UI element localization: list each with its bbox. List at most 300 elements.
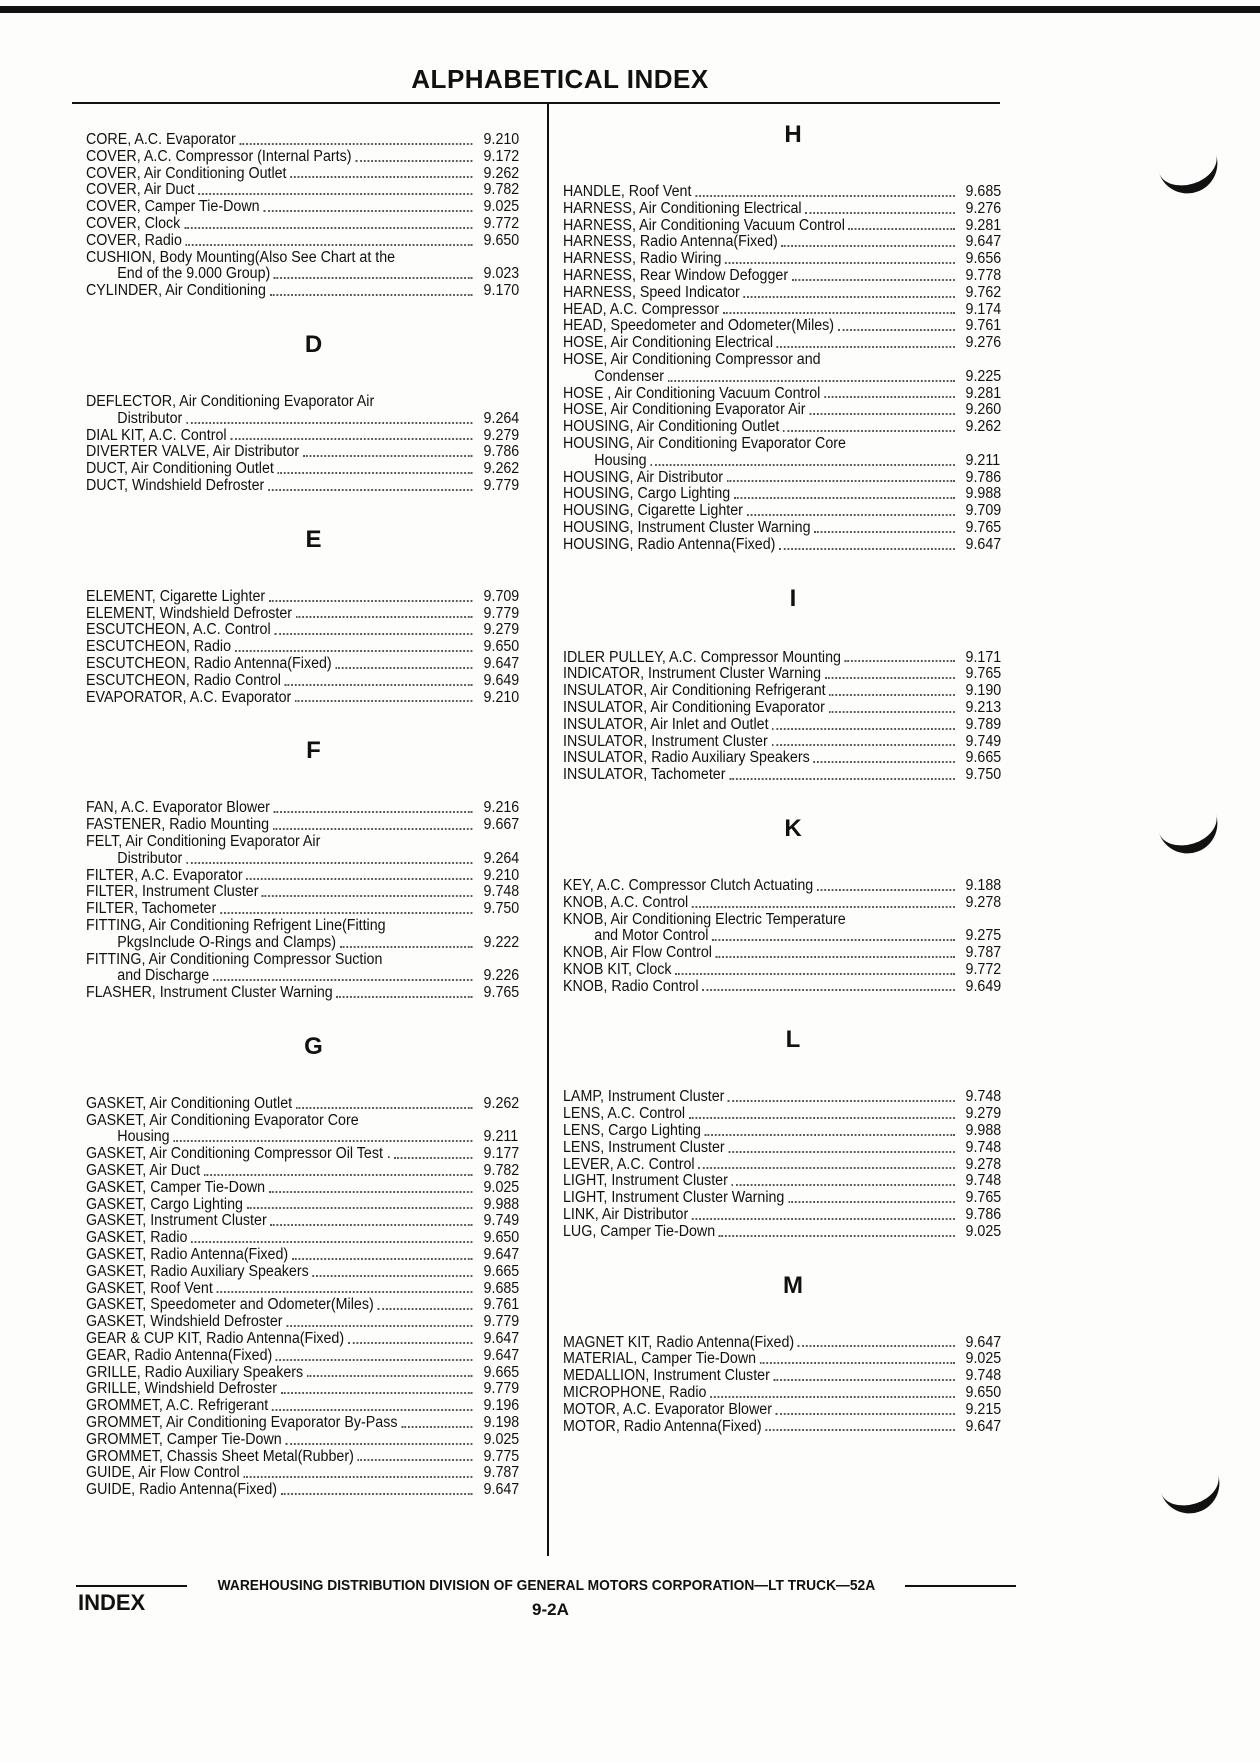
entry-page-number: 9.023 (483, 265, 520, 283)
index-entry (86, 851, 541, 868)
entry-label-wrap (563, 979, 960, 996)
section-letter: D (304, 330, 323, 358)
entry-label-wrap (563, 486, 960, 503)
entry-page-number: 9.276 (965, 334, 1002, 352)
entry-label-wrap (86, 1113, 478, 1130)
entry-page-number (960, 436, 1023, 453)
entry-label-wrap (563, 1207, 960, 1224)
index-entry (86, 1415, 541, 1432)
index-entry (86, 1197, 541, 1214)
index-entry (86, 800, 541, 817)
entry-label: HEAD, Speedometer and Odometer(Miles) (563, 318, 835, 335)
entry-label: FASTENER, Radio Mounting (86, 817, 270, 834)
entry-label: GEAR, Radio Antenna(Fixed) (86, 1347, 273, 1364)
entry-label: DIAL KIT, A.C. Control (86, 427, 227, 444)
entry-page-number: 9.025 (483, 1178, 520, 1196)
entry-label-wrap (86, 1297, 478, 1314)
entry-page-number: 9.216 (483, 799, 520, 817)
index-entry (86, 985, 541, 1002)
index-entry (563, 453, 1023, 470)
entry-label: GROMMET, Chassis Sheet Metal(Rubber) (86, 1448, 354, 1465)
entry-page-number: 9.772 (483, 214, 520, 232)
entry-label-wrap (86, 149, 478, 166)
entry-label: LENS, Cargo Lighting (563, 1123, 701, 1140)
index-entry (563, 979, 1023, 996)
entry-page-number: 9.213 (965, 698, 1002, 716)
entry-page-number: 9.761 (965, 317, 1002, 335)
entry-label: HARNESS, Radio Wiring (563, 251, 722, 268)
section-g (86, 1030, 541, 1499)
entry-label-wrap (86, 884, 478, 901)
entry-page-number: 9.210 (483, 688, 520, 706)
entry-page-number: 9.190 (965, 682, 1002, 700)
index-entry (563, 318, 1023, 335)
index-entry (563, 1106, 1023, 1123)
entry-label: LENS, A.C. Control (563, 1106, 686, 1123)
entry-label: Distributor (117, 410, 183, 427)
entry-label-wrap (563, 285, 960, 302)
footer-line (76, 1577, 1016, 1594)
entry-label-wrap (86, 606, 478, 623)
entry-label: HOUSING, Air Conditioning Outlet (563, 419, 780, 436)
entry-label: GASKET, Windshield Defroster (86, 1314, 283, 1331)
entry-page-number: 9.650 (483, 638, 520, 656)
entry-label-wrap (86, 1398, 478, 1415)
entry-page-number: 9.225 (965, 367, 1002, 385)
index-entry (86, 884, 541, 901)
entry-label: DUCT, Windshield Defroster (86, 477, 265, 494)
entry-page-number (960, 912, 1023, 929)
entry-page-number: 9.226 (483, 967, 520, 985)
entry-label-wrap (86, 1264, 478, 1281)
index-entry (86, 1264, 541, 1281)
entry-label-wrap (86, 1163, 478, 1180)
entry-page-number (478, 1113, 541, 1130)
entry-label-wrap (86, 1180, 478, 1197)
binder-hole-mark (1155, 802, 1225, 861)
index-entry (86, 478, 541, 495)
entry-page-number: 9.647 (483, 1346, 520, 1364)
entry-page-number: 9.749 (483, 1212, 520, 1230)
entry-label-wrap (563, 352, 960, 369)
section-letter: M (783, 1271, 803, 1299)
entry-page-number: 9.262 (483, 460, 520, 478)
section-k (563, 812, 1023, 996)
index-entry (86, 1230, 541, 1247)
entry-label: GRILLE, Windshield Defroster (86, 1381, 278, 1398)
entry-label: FLASHER, Instrument Cluster Warning (86, 985, 333, 1002)
index-entry (563, 184, 1023, 201)
entry-label: HARNESS, Radio Antenna(Fixed) (563, 234, 778, 251)
section-letter: K (784, 814, 802, 842)
entry-label: KNOB, Radio Control (563, 978, 699, 995)
entry-label-wrap (563, 218, 960, 235)
entry-label: ESCUTCHEON, Radio Antenna(Fixed) (86, 655, 332, 672)
entry-page-number: 9.748 (483, 883, 520, 901)
entry-label: DEFLECTOR, Air Conditioning Evaporator Air (86, 393, 375, 410)
index-entry (563, 402, 1023, 419)
entry-label: GASKET, Air Conditioning Evaporator Core (86, 1112, 359, 1129)
entry-page-number (478, 918, 541, 935)
entry-page-number: 9.650 (965, 1384, 1002, 1402)
index-entry (563, 470, 1023, 487)
section-letter: F (306, 737, 321, 765)
entry-label: Housing (594, 452, 647, 469)
entry-label-wrap (86, 1314, 478, 1331)
entry-page-number: 9.647 (483, 1330, 520, 1348)
entry-page-number: 9.765 (483, 984, 520, 1002)
index-entry (563, 1207, 1023, 1224)
entry-page-number: 9.778 (965, 266, 1002, 284)
entry-page-number: 9.786 (965, 1206, 1002, 1224)
index-entry (563, 352, 1023, 369)
entry-page-number: 9.279 (965, 1105, 1002, 1123)
entry-label-wrap (86, 918, 478, 935)
entry-label: and Motor Control (594, 928, 709, 945)
entry-label: GASKET, Instrument Cluster (86, 1213, 267, 1230)
entry-label: COVER, Clock (86, 215, 181, 232)
index-entry (563, 1419, 1023, 1436)
entry-page-number: 9.262 (483, 1094, 520, 1112)
entry-label: COVER, Air Conditioning Outlet (86, 165, 287, 182)
section-letter: E (305, 525, 322, 553)
entry-label: LEVER, A.C. Control (563, 1156, 695, 1173)
entry-label: HARNESS, Speed Indicator (563, 284, 740, 301)
entry-page-number: 9.779 (483, 1313, 520, 1331)
entry-label-wrap (563, 962, 960, 979)
entry-page-number: 9.709 (483, 587, 520, 605)
section-letter: H (784, 121, 802, 148)
entry-label-wrap (563, 878, 960, 895)
entry-label: HARNESS, Air Conditioning Electrical (563, 200, 802, 217)
entry-label: MOTOR, Radio Antenna(Fixed) (563, 1418, 762, 1435)
entry-label-wrap (86, 622, 478, 639)
index-entry (563, 486, 1023, 503)
index-entry (563, 234, 1023, 251)
index-entry (86, 411, 541, 428)
entry-label: ESCUTCHEON, A.C. Control (86, 622, 271, 639)
index-entry (563, 268, 1023, 285)
entry-label-wrap (563, 750, 960, 767)
entry-page-number: 9.262 (965, 418, 1002, 436)
index-entry (86, 444, 541, 461)
index-entry (563, 302, 1023, 319)
entry-page-number: 9.647 (483, 1246, 520, 1264)
entry-page-number: 9.650 (483, 231, 520, 249)
index-entry (563, 436, 1023, 453)
entry-label: HOUSING, Radio Antenna(Fixed) (563, 536, 776, 553)
section-letter: G (304, 1032, 323, 1060)
footer-index-label: INDEX (78, 1590, 146, 1615)
index-entry (86, 1381, 541, 1398)
entry-label-wrap (563, 1140, 960, 1157)
index-entry (86, 1365, 541, 1382)
entry-label-wrap (86, 589, 478, 606)
entry-label: MATERIAL, Camper Tie-Down (563, 1351, 757, 1368)
entry-page-number: 9.787 (965, 944, 1002, 962)
entry-label: GASKET, Air Conditioning Compressor Oil Test . (86, 1146, 391, 1163)
entry-page-number: 9.281 (965, 216, 1002, 234)
entry-page-number: 9.765 (965, 1189, 1002, 1207)
entry-label: INSULATOR, Air Inlet and Outlet (563, 716, 769, 733)
entry-page-number: 9.171 (965, 648, 1002, 666)
index-entry (86, 639, 541, 656)
index-entry (563, 945, 1023, 962)
index-entry (86, 166, 541, 183)
entry-label: GASKET, Air Duct (86, 1163, 201, 1180)
entry-page-number (478, 394, 541, 411)
index-entry (86, 690, 541, 707)
entry-page-number: 9.174 (965, 300, 1002, 318)
entry-page-number: 9.264 (483, 409, 520, 427)
index-entry (86, 589, 541, 606)
entry-label: ESCUTCHEON, Radio (86, 639, 232, 656)
entry-label: HOSE, Air Conditioning Compressor and (563, 351, 821, 368)
index-entry (86, 1096, 541, 1113)
entry-label-wrap (86, 985, 478, 1002)
index-entry (86, 1180, 541, 1197)
entry-page-number: 9.787 (483, 1464, 520, 1482)
entry-label: CORE, A.C. Evaporator (86, 132, 236, 148)
section-f (86, 734, 541, 1002)
entry-page-number: 9.279 (483, 621, 520, 639)
entry-label: ESCUTCHEON, Radio Control (86, 672, 281, 689)
entry-page-number: 9.748 (965, 1138, 1002, 1156)
entry-label-wrap (563, 1419, 960, 1436)
section-letter: L (785, 1026, 801, 1054)
entry-label-wrap (86, 1247, 478, 1264)
entry-label: HOUSING, Cargo Lighting (563, 486, 731, 503)
entry-page-number: 9.988 (965, 485, 1002, 503)
index-entry (563, 1385, 1023, 1402)
entry-label-wrap (86, 1415, 478, 1432)
entry-page-number: 9.211 (965, 451, 1001, 469)
index-entry (86, 952, 541, 969)
entry-label: KEY, A.C. Compressor Clutch Actuating (563, 877, 814, 894)
section-letter: I (789, 584, 797, 612)
entry-label-wrap (563, 268, 960, 285)
index-entry (563, 503, 1023, 520)
entry-label-wrap (86, 868, 478, 885)
top-border-bar (0, 6, 1260, 13)
entry-label-wrap (86, 394, 478, 411)
entry-label-wrap (86, 250, 478, 267)
index-entry (563, 700, 1023, 717)
entry-label-wrap (563, 767, 960, 784)
entry-label: INSULATOR, Air Conditioning Evaporator (563, 699, 825, 716)
entry-label-wrap (563, 1351, 960, 1368)
section-l (563, 1023, 1023, 1240)
entry-label: GUIDE, Air Flow Control (86, 1465, 240, 1482)
entry-label-wrap (563, 402, 960, 419)
entry-label-wrap (86, 132, 478, 149)
entry-label-wrap (86, 1348, 478, 1365)
entry-label: LIGHT, Instrument Cluster Warning (563, 1190, 785, 1207)
index-entry (86, 199, 541, 216)
index-entry (563, 285, 1023, 302)
entry-page-number: 9.779 (483, 604, 520, 622)
entry-label-wrap (86, 1381, 478, 1398)
entry-label-wrap (563, 1402, 960, 1419)
entry-page-number: 9.782 (483, 181, 520, 199)
entry-page-number: 9.782 (483, 1162, 520, 1180)
entry-label-wrap (563, 700, 960, 717)
index-entry (86, 1129, 541, 1146)
entry-label-wrap (86, 166, 478, 183)
entry-page-number: 9.988 (483, 1195, 520, 1213)
entry-label-wrap (86, 1331, 478, 1348)
entry-page-number (960, 352, 1023, 369)
footer-rule-right (905, 1585, 1016, 1587)
entry-label-wrap (86, 690, 478, 707)
entry-label-wrap (86, 639, 478, 656)
index-entry (86, 1297, 541, 1314)
index-entry (86, 868, 541, 885)
entry-label-wrap (563, 650, 960, 667)
entry-page-number: 9.789 (965, 715, 1002, 733)
entry-label: CUSHION, Body Mounting(Also See Chart at the (86, 249, 396, 266)
entry-label-wrap (86, 800, 478, 817)
entry-label: FILTER, Instrument Cluster (86, 884, 259, 901)
entry-page-number: 9.667 (483, 816, 520, 834)
entry-label-wrap (86, 673, 478, 690)
index-entry (86, 918, 541, 935)
entry-label-wrap (563, 1173, 960, 1190)
entry-page-number: 9.647 (965, 233, 1002, 251)
index-entry (86, 266, 541, 283)
entry-label-wrap (86, 851, 478, 868)
entry-label-wrap (563, 386, 960, 403)
entry-label-wrap (86, 1213, 478, 1230)
entry-page-number: 9.749 (965, 732, 1002, 750)
entry-label: GASKET, Radio (86, 1230, 188, 1247)
entry-label-wrap (563, 683, 960, 700)
entry-page-number: 9.215 (965, 1400, 1002, 1418)
index-entry (563, 666, 1023, 683)
entry-page-number: 9.262 (483, 164, 520, 182)
left-column (86, 132, 541, 1499)
entry-label: GROMMET, A.C. Refrigerant (86, 1398, 269, 1415)
entry-label: GASKET, Roof Vent (86, 1280, 213, 1297)
entry-page-number: 9.786 (483, 443, 520, 461)
binder-hole-mark (1157, 1462, 1227, 1521)
entry-label: KNOB, Air Conditioning Electric Temperature (563, 911, 846, 928)
entry-page-number: 9.765 (965, 665, 1002, 683)
entry-page-number: 9.211 (483, 1128, 519, 1146)
index-entry (86, 1213, 541, 1230)
entry-label-wrap (86, 1482, 478, 1499)
entry-label: Condenser (594, 368, 665, 385)
entry-page-number: 9.278 (965, 1155, 1002, 1173)
entry-label-wrap (563, 184, 960, 201)
entry-label: MICROPHONE, Radio (563, 1385, 707, 1402)
entry-label: ELEMENT, Windshield Defroster (86, 605, 293, 622)
entry-label-wrap (86, 1197, 478, 1214)
entry-label: GASKET, Speedometer and Odometer(Miles) (86, 1297, 374, 1314)
entry-page-number: 9.656 (965, 250, 1002, 268)
index-entry (563, 767, 1023, 784)
entry-page-number: 9.025 (483, 1430, 520, 1448)
entry-label: GRILLE, Radio Auxiliary Speakers (86, 1364, 304, 1381)
entry-page-number: 9.665 (483, 1363, 520, 1381)
entry-page-number: 9.647 (483, 1481, 520, 1499)
entry-label-wrap (86, 817, 478, 834)
entry-label-wrap (563, 318, 960, 335)
index-entry (86, 622, 541, 639)
entry-label: FILTER, A.C. Evaporator (86, 867, 243, 884)
entry-page-number: 9.210 (483, 866, 520, 884)
entry-page-number: 9.665 (483, 1262, 520, 1280)
entry-label: MOTOR, A.C. Evaporator Blower (563, 1401, 772, 1418)
index-entry (86, 1281, 541, 1298)
index-entry (86, 233, 541, 250)
entry-label: INSULATOR, Air Conditioning Refrigerant (563, 683, 826, 700)
entry-label: and Discharge (117, 968, 210, 985)
index-entry (86, 673, 541, 690)
index-entry (86, 1348, 541, 1365)
entry-page-number: 9.188 (965, 876, 1002, 894)
entry-label-wrap (86, 1146, 478, 1163)
index-entry (86, 1314, 541, 1331)
entry-label: GASKET, Radio Antenna(Fixed) (86, 1247, 289, 1264)
entry-label-wrap (563, 945, 960, 962)
entry-label-wrap (563, 928, 960, 945)
entry-label: INSULATOR, Instrument Cluster (563, 733, 768, 750)
entry-label-wrap (563, 1190, 960, 1207)
index-entry (86, 461, 541, 478)
entry-label: HOUSING, Instrument Cluster Warning (563, 519, 811, 536)
index-entry (563, 1335, 1023, 1352)
entry-page-number: 9.170 (483, 282, 520, 300)
index-entry (86, 1331, 541, 1348)
entry-label: GASKET, Camper Tie-Down (86, 1179, 266, 1196)
entry-label: HOSE, Air Conditioning Evaporator Air (563, 402, 806, 419)
index-entry (563, 520, 1023, 537)
entry-page-number: 9.779 (483, 1380, 520, 1398)
entry-label: LENS, Instrument Cluster (563, 1139, 725, 1156)
entry-label-wrap (86, 1432, 478, 1449)
entry-page-number: 9.762 (965, 283, 1002, 301)
entry-label: KNOB, A.C. Control (563, 894, 689, 911)
index-entry (86, 935, 541, 952)
entry-page-number: 9.750 (965, 766, 1002, 784)
index-entry (86, 1398, 541, 1415)
footer-page-number: 9-2A (532, 1600, 569, 1619)
entry-label-wrap (86, 1129, 478, 1146)
entry-label-wrap (86, 216, 478, 233)
section-m (563, 1269, 1023, 1436)
entry-label-wrap (563, 1368, 960, 1385)
entry-page-number: 9.198 (483, 1414, 520, 1432)
entry-label-wrap (563, 503, 960, 520)
entry-page-number: 9.196 (483, 1397, 520, 1415)
section-c (86, 132, 541, 300)
index-entry (563, 201, 1023, 218)
index-entry (563, 878, 1023, 895)
entry-label: FITTING, Air Conditioning Refrigent Line(Fitting (86, 917, 386, 934)
index-entry (86, 1449, 541, 1466)
entry-page-number: 9.279 (483, 426, 520, 444)
index-entry (86, 968, 541, 985)
index-entry (563, 1402, 1023, 1419)
entry-label: HANDLE, Roof Vent (563, 184, 692, 200)
entry-label-wrap (563, 1335, 960, 1352)
index-entry (86, 656, 541, 673)
entry-page-number: 9.281 (965, 384, 1002, 402)
entry-page-number: 9.264 (483, 849, 520, 867)
entry-label: MAGNET KIT, Radio Antenna(Fixed) (563, 1334, 795, 1351)
entry-label: Housing (117, 1129, 170, 1146)
